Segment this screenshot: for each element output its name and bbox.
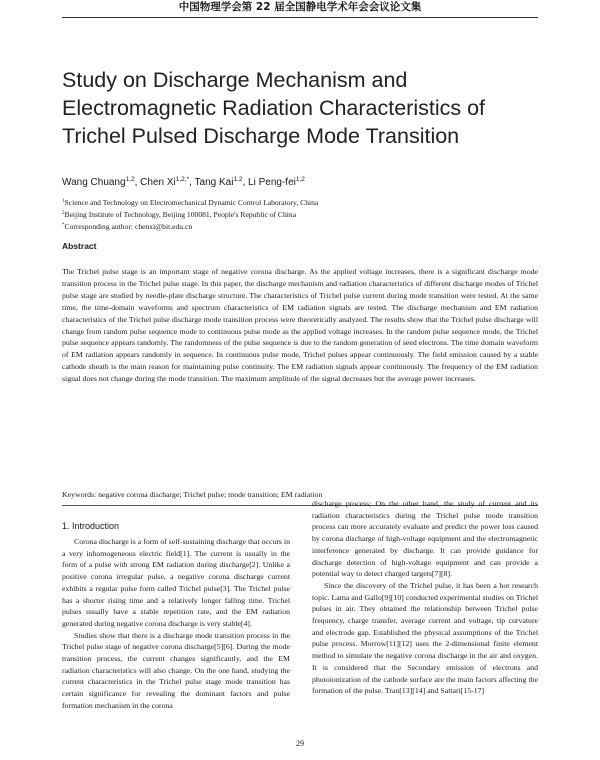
paragraph: Corona discharge is a form of self-sustaining discharge that occurs in a very inhomogeneous electric field[1]. The current is usually in the form of a pulse with strong EM radiation during discharge[2]. Unlike a positive corona irregular pulse, a negative corona discharge current exhibits a regular pulse form called Trichel pulse[3]. The Trichel pulse has a shorter rising time and a relatively longer falling time. Trichel pulses usually have a stable repetition rate, and the EM radiation generated during negative corona discharge is very stable[4]. [62,537,290,628]
affiliation: $^1$Science and Technology on Electromechanical Dynamic Control Laboratory, China [62,198,319,207]
author-affil-mark: 1,2 [233,176,243,183]
left-column [62,536,290,712]
running-header: 中国物理学会第 22 届全国静电学术年会会议论文集 [62,0,538,18]
abstract-heading: Abstract [62,241,97,251]
abstract-body: The Trichel pulse stage is an important stage of negative corona discharge. As the applied voltage increases, there is a significant discharge mode transition process in the Trichel pulse stage. In this paper, the discharge mechanism and radiation characteristics of different discharge modes of Trichel pulse stage are studied by needle-plate discharge structure. The characteristics of Trichel pulse current during mode transition were tested. At the same time, the time-domain waveforms and spectrum characteristics of EM radiation signals are tested. The discharge mechanism and EM radiation characteristics of the Trichel pulse discharge mode transition process were theoretically analyzed. The results show that the Trichel pulse discharge will change from random pulse sequence mode to continuous pulse mode as the applied voltage increases. In the random pulse sequence mode, the Trichel pulse sequence appears randomly. The randomness of the pulse sequence is due to the random generation of seed electrons. The time domain waveform of EM radiation appears randomly in sequence. In continuous pulse mode, Trichel pulses appear continuously. The field emission caused by a stable cathode sheath is the main reason for maintaining pulse continuity. The EM radiation signals appear continuously. The frequency of the EM radiation signal does not change during the mode transition. The maximum amplitude of the signal decreases but the average power increases. [62,267,538,384]
corresponding-author: *Corresponding author: chenxi@bit.edu.cn [62,222,193,231]
author-affil-mark: 1,2,* [175,176,190,183]
paragraph: discharge process; On the other hand, the study of current and its radiation characteristics during the Trichel pulse mode transition process can more accurately evaluate and predict the power loss caused by corona discharge of high-voltage equipment and the electromagnetic interference generated by discharge. It can provide guidance for discharge detection of high-voltage equipment and can provide a potential way to detect charged targets[7][8]. [312,499,538,579]
author-name: Chen Xi [140,177,176,188]
paper-title [62,66,542,150]
title-line: Electromagnetic Radiation Characteristics of [62,96,486,120]
page-number: 29 [296,739,304,748]
keywords: Keywords: negative corona discharge; Trichel pulse; mode transition; EM radiation [62,490,323,499]
author-affil-mark: 1,2 [295,176,305,183]
author-affil-mark: 1,2 [125,176,135,183]
section-heading: 1. Introduction [62,521,120,531]
paragraph: Since the discovery of the Trichel pulse, it has been a hot research topic. Lama and Gallo[9][10] conducted experimental studies on Trichel pulses in air. They obtained the relationship between Trichel pulse frequency, charge transfer, average current and voltage, tip curvature and electrode gap. Established the physical assumptions of the Trichel pulse process. Morrow[11][12] uses the 2-dimensional finite element method to simulate the negative corona discharge in the air and oxygen. It is considered that the Secondary emission of electrons and photoionization of the cathode surface are the main factors affecting the formation of the pulse. Tran[13][14] and Sattari[15-17] [312,580,538,696]
affiliation-list [62,196,318,232]
author-name: Wang Chuang [62,177,126,188]
title-line: Trichel Pulsed Discharge Mode Transition [62,124,460,148]
right-column [312,498,538,697]
paragraph: Studies show that there is a discharge mode transition process in the Trichel pulse stage of negative corona discharge[5][6]. During the mode transition process, the current changes significantly, and the EM radiation characteristics will also change. On the one hand, studying the current characteristics in the Trichel pulse stage mode transition has certain significance for revealing the dominant factors and pulse formation mechanism in the corona [62,630,290,710]
author-name: Li Peng-fei [248,177,296,188]
author-name: Tang Kai [194,177,234,188]
title-line: Study on Discharge Mechanism and [62,68,408,92]
affiliation: $^2$Beijing Institute of Technology, Beijing 100081, People's Republic of China [62,210,297,219]
author-list: Wang Chuang$^{1,2}$, Chen $Xi^{1,2,*}$, Tang Kai$^{1,2}$, Li Peng-fei$^{1,2}$ [62,176,305,188]
